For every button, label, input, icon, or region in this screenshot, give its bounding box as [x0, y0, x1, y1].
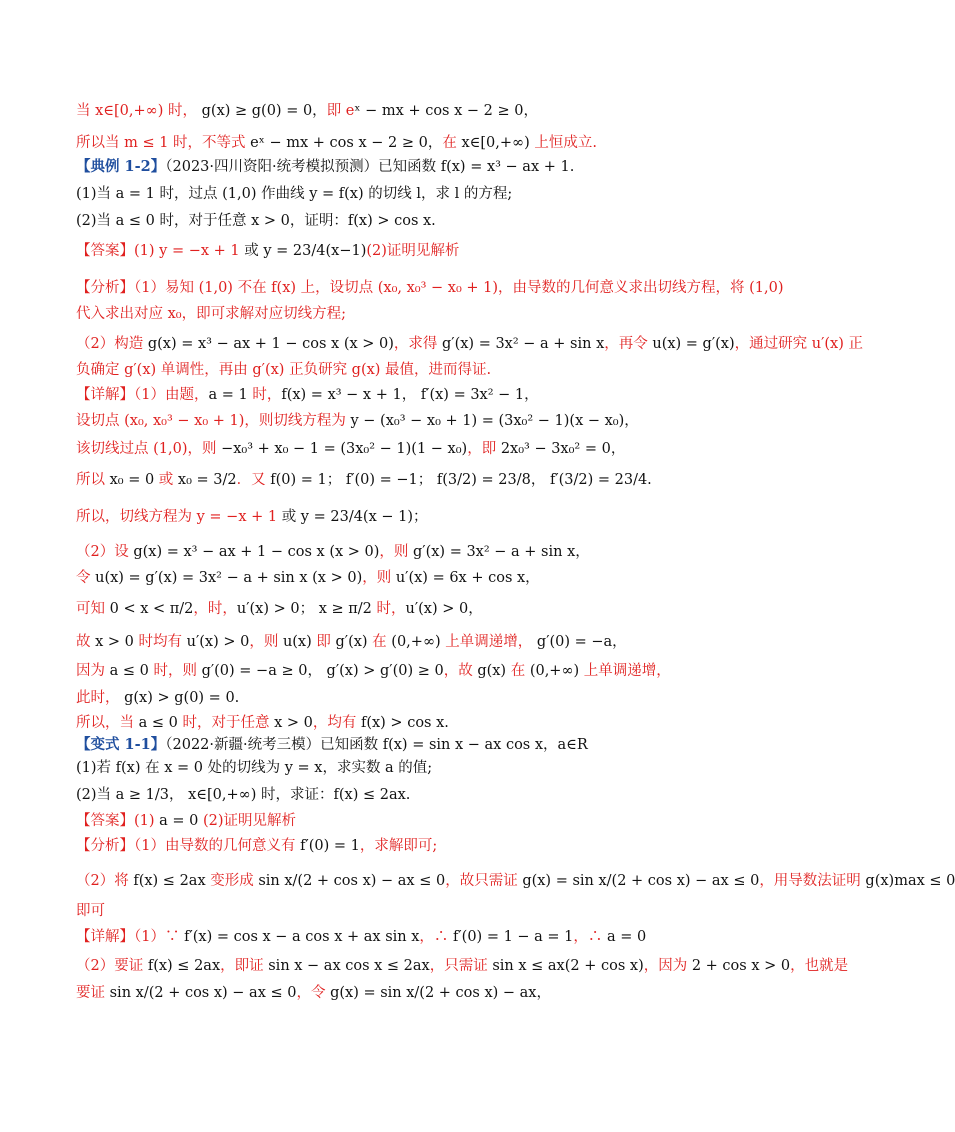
text-segment: （2）将 — [76, 873, 134, 889]
text-segment: ，用导数法证明 — [759, 873, 866, 889]
text-segment: f′(x) = cos x − a cos x + ax sin x — [184, 929, 420, 945]
text-segment: 即 e — [326, 103, 355, 119]
text-segment: f(x) ≤ 2ax — [133, 873, 206, 889]
text-line — [76, 904, 105, 919]
text-segment: 23/4(x−1) — [292, 243, 367, 259]
text-segment: 负确定 g′(x) 单调性，再由 g′(x) 正负研究 g(x) 最值，进而得证. — [76, 362, 492, 378]
text-segment: 即 — [311, 634, 336, 650]
text-segment: ，只需证 — [429, 958, 493, 974]
text-segment: g′(x) = 3x² − a + sin x — [442, 336, 605, 352]
text-line — [76, 363, 491, 378]
text-segment: u(x) — [282, 634, 312, 650]
text-segment: 【变式 1-1】 — [76, 736, 166, 753]
text-segment: f′(0) = 1 — [300, 838, 360, 854]
text-segment: sin x ≤ ax(2 + cos x) — [492, 958, 644, 974]
text-segment: ，再令 — [604, 336, 653, 352]
text-segment: u′(x) > 0； x ≥ π/2 — [236, 601, 372, 617]
text-line — [76, 874, 955, 889]
text-segment: g(x) = sin x/(2 + cos x) − ax ≤ 0 — [522, 873, 760, 889]
text-segment: ，故只需证 — [445, 873, 523, 889]
text-segment: 在 — [442, 135, 462, 151]
text-line — [76, 635, 627, 650]
text-segment: ，均有 — [312, 715, 361, 731]
text-segment: 所以 — [76, 472, 110, 488]
text-segment: y = −x + 1 — [196, 509, 278, 525]
text-segment: x > 0 — [95, 634, 134, 650]
text-segment: (1)若 f(x) 在 x = 0 处的切线为 y = x，求实数 a 的值; — [76, 760, 433, 776]
text-line — [76, 244, 459, 259]
text-segment: 【详解】（1）∵ — [76, 929, 185, 945]
text-line — [76, 691, 239, 706]
text-line — [76, 664, 671, 679]
text-segment: ，则 — [249, 634, 283, 650]
text-line — [76, 414, 639, 429]
text-segment: 时，则 — [148, 663, 202, 679]
text-line — [76, 602, 483, 617]
text-segment: u′(x) > 0 — [186, 634, 250, 650]
text-segment: y − (x₀³ − x₀ + 1) = (3x₀² − 1)(x − x₀)， — [350, 413, 639, 429]
text-segment: g(x) ≥ g(0) = 0， — [197, 103, 327, 119]
text-segment: f(0) = 1； f′(0) = −1； f(3/2) = 23/8， f′(3/2) = 23/4. — [270, 472, 652, 488]
text-segment: eˣ − mx + cos x − 2 ≥ 0， — [250, 135, 443, 151]
text-line — [76, 716, 449, 731]
text-segment: 【分析】（1）由导数的几何意义有 — [76, 838, 301, 854]
text-segment: 【分析】（1）易知 (1,0) 不在 f(x) 上，设切点 (x₀, x₀³ − x₀ + 1)，由导数的几何意义求出切线方程，将 (1,0) — [76, 280, 784, 296]
text-segment: 时，对于任意 — [177, 715, 275, 731]
text-segment: (1) y = −x + 1 — [134, 243, 240, 259]
text-segment: a = 0 — [159, 813, 199, 829]
text-segment: g(x) = x³ − ax + 1 − cos x (x > 0) — [147, 336, 394, 352]
text-segment: 或 y = — [239, 243, 293, 259]
text-segment: 要证 — [76, 985, 110, 1001]
text-segment: ，∴ — [573, 929, 608, 945]
text-line — [76, 930, 646, 945]
text-segment: 变形成 — [205, 873, 259, 889]
text-segment: g′(0) = −a， — [532, 634, 627, 650]
text-segment: a = 0 — [607, 929, 647, 945]
text-segment: （2022·新疆·统考三模）已知函数 f(x) = sin x − ax cos x，a∈R — [165, 737, 588, 753]
text-segment: （2）要证 — [76, 958, 148, 974]
text-segment: u(x) = g′(x) = 3x² − a + sin x (x > 0) — [95, 570, 363, 586]
text-segment: ˣ − mx + cos x − 2 ≥ 0， — [354, 103, 538, 119]
text-line — [76, 571, 540, 586]
text-segment: 该切线过点 (1,0)，则 — [76, 441, 222, 457]
text-segment: g′(0) = −a ≥ 0， g′(x) > g′(0) ≥ 0 — [201, 663, 444, 679]
text-segment: 上恒成立. — [529, 135, 597, 151]
text-line — [76, 986, 551, 1001]
text-segment: ，则 — [362, 570, 396, 586]
text-segment: a ≤ 0 — [109, 663, 149, 679]
text-segment: (0,+∞) — [391, 634, 441, 650]
text-line — [76, 187, 512, 202]
text-segment: 2x₀³ − 3x₀² = 0， — [500, 441, 626, 457]
text-segment: u(x) = g′(x) — [652, 336, 735, 352]
text-segment: g′(x) — [335, 634, 368, 650]
text-segment: x∈[0,+∞) — [461, 135, 530, 151]
text-segment: ，求得 — [393, 336, 443, 352]
text-line — [76, 473, 652, 488]
text-segment: （2）构造 — [76, 336, 148, 352]
text-segment: g(x) > g(0) = 0. — [119, 690, 240, 706]
text-line — [76, 442, 625, 457]
text-segment: 【典例 1-2】 — [76, 158, 166, 175]
text-segment: ，通过研究 u′(x) 正 — [734, 336, 863, 352]
text-segment: 或 y = 23/4(x − 1)； — [277, 509, 428, 525]
text-segment: 在 — [506, 663, 530, 679]
text-segment: f(x) ≤ 2ax — [147, 958, 221, 974]
text-segment: 2 + cos x > 0 — [691, 958, 791, 974]
text-segment: (2)当 a ≤ 0 时，对于任意 x > 0，证明：f(x) > cos x. — [76, 213, 436, 229]
text-segment: ，求解即可; — [359, 838, 438, 854]
text-segment: g(x) — [477, 663, 507, 679]
text-segment: 或 — [154, 472, 178, 488]
text-segment: 所以当 m ≤ 1 时，不等式 — [76, 135, 251, 151]
text-segment: sin x/(2 + cos x) − ax ≤ 0 — [258, 873, 446, 889]
text-segment: x₀ = 0 — [109, 472, 155, 488]
text-segment: 所以，当 — [76, 715, 139, 731]
text-segment: g′(x) = 3x² − a + sin x， — [413, 544, 590, 560]
text-line — [76, 738, 588, 753]
text-segment: 代入求出对应 x₀，即可求解对应切线方程; — [76, 306, 346, 322]
text-segment: g(x)max ≤ 0 — [865, 873, 955, 889]
text-segment: f(x) = x³ − x + 1， f′(x) = 3x² − 1， — [281, 387, 539, 403]
text-segment: 上单调递增， — [579, 663, 671, 679]
text-segment: sin x − ax cos x ≤ 2ax — [268, 958, 430, 974]
text-line — [76, 814, 296, 829]
text-segment: g(x) = sin x/(2 + cos x) − ax， — [330, 985, 551, 1001]
text-line — [76, 281, 784, 296]
text-segment: 当 x∈[0,+∞) 时， — [76, 103, 198, 119]
text-line — [76, 510, 428, 525]
text-line — [76, 214, 436, 229]
text-segment: 因为 — [76, 663, 110, 679]
text-segment: u′(x) = 6x + cos x， — [395, 570, 540, 586]
text-line — [76, 839, 437, 854]
text-line — [76, 160, 574, 175]
text-segment: 时均有 — [133, 634, 187, 650]
text-segment: g(x) = x³ − ax + 1 − cos x (x > 0) — [133, 544, 380, 560]
text-segment: （2023·四川资阳·统考模拟预测）已知函数 f(x) = x³ − ax + 1. — [165, 159, 575, 175]
text-line — [76, 136, 597, 151]
text-segment: f(x) > cos x. — [360, 715, 449, 731]
text-segment: 【答案】 — [76, 243, 134, 259]
text-segment: 在 — [367, 634, 392, 650]
text-segment: x₀ = 3/2 — [177, 472, 237, 488]
text-segment: (2)当 a ≥ 1/3， x∈[0,+∞) 时，求证：f(x) ≤ 2ax. — [76, 787, 411, 803]
text-segment: (2)证明见解析 — [366, 243, 460, 259]
text-segment: 此时， — [76, 690, 120, 706]
text-segment: 0 < x < π/2 — [109, 601, 194, 617]
text-segment: u′(x) > 0， — [405, 601, 483, 617]
text-line — [76, 337, 863, 352]
text-segment: ，令 — [296, 985, 331, 1001]
text-segment: x > 0 — [274, 715, 313, 731]
text-segment: −x₀³ + x₀ − 1 = (3x₀² − 1)(1 − x₀) — [221, 441, 468, 457]
text-segment: f′(0) = 1 − a = 1 — [453, 929, 574, 945]
text-segment: sin x/(2 + cos x) − ax ≤ 0 — [109, 985, 297, 1001]
text-segment: 时， — [247, 387, 282, 403]
text-line — [76, 761, 432, 776]
text-segment: （2）设 — [76, 544, 134, 560]
text-segment: ，故 — [443, 663, 478, 679]
text-segment: 【详解】（1）由题， — [76, 387, 209, 403]
text-segment: 【答案】(1) — [76, 813, 160, 829]
text-segment: ，即证 — [220, 958, 269, 974]
text-segment: (1)当 a = 1 时，过点 (1,0) 作曲线 y = f(x) 的切线 l，求 l 的方程; — [76, 186, 513, 202]
text-segment: ，时， — [193, 601, 237, 617]
text-segment: 即可 — [76, 903, 105, 919]
text-segment: ，即 — [467, 441, 501, 457]
text-line — [76, 545, 590, 560]
text-segment: ．又 — [236, 472, 271, 488]
text-segment: ，因为 — [643, 958, 692, 974]
text-segment: 上单调递增， — [440, 634, 533, 650]
text-segment: ，则 — [379, 544, 414, 560]
text-segment: ，也就是 — [790, 958, 849, 974]
text-segment: 令 — [76, 570, 96, 586]
text-segment: 时， — [371, 601, 406, 617]
text-segment: 设切点 (x₀, x₀³ − x₀ + 1)，则切线方程为 — [76, 413, 351, 429]
text-line — [76, 104, 538, 119]
text-segment: (2)证明见解析 — [198, 813, 297, 829]
text-segment: a = 1 — [208, 387, 248, 403]
text-segment: 可知 — [76, 601, 110, 617]
text-segment: 故 — [76, 634, 96, 650]
text-segment: a ≤ 0 — [138, 715, 178, 731]
text-segment: (0,+∞) — [529, 663, 580, 679]
text-line — [76, 307, 346, 322]
text-segment: 所以，切线方程为 — [76, 509, 197, 525]
text-line — [76, 788, 410, 803]
text-line — [76, 959, 848, 974]
text-segment: ，∴ — [419, 929, 454, 945]
text-line — [76, 388, 539, 403]
